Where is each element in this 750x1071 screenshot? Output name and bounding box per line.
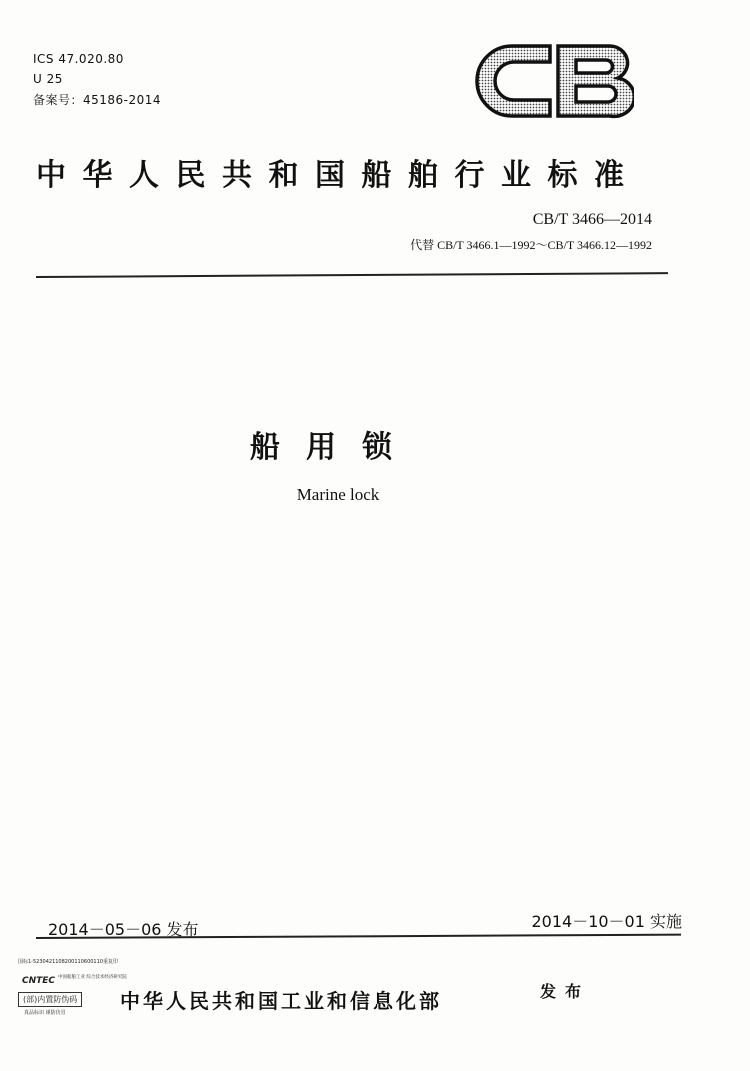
issue-date: 2014－05－06 发布	[48, 920, 199, 939]
anti-counterfeit-stamp	[16, 956, 127, 1018]
header-divider	[36, 272, 668, 278]
ics-code: ICS 47.020.80	[33, 52, 124, 66]
org-title: 中华人民共和国船舶行业标准	[36, 158, 641, 193]
stamp-serial: 国标1-5230421108200110600110重复印	[18, 959, 118, 965]
cb-logo	[472, 40, 634, 122]
implement-date: 2014－10－01 实施	[531, 912, 682, 931]
stamp-issuer: 中国船舶工业 综合技术经济研究院	[58, 975, 127, 980]
record-number: 备案号：45186-2014	[33, 93, 162, 107]
stamp-note: 真品标识 谨防仿冒	[24, 1010, 66, 1016]
publisher: 中华人民共和国工业和信息化部	[120, 989, 442, 1013]
stamp-label: (部)内置防伪码	[18, 992, 82, 1007]
stamp-brand: CNTEC	[22, 976, 56, 986]
ccs-code: U 25	[33, 72, 63, 86]
title-chinese: 船用锁	[250, 430, 418, 465]
publish-label: 发布	[540, 982, 591, 1001]
standard-number: CB/T 3466—2014	[532, 211, 652, 228]
replaces-note: 代替 CB/T 3466.1—1992～CB/T 3466.12—1992	[410, 238, 652, 252]
title-english: Marine lock	[296, 485, 380, 504]
